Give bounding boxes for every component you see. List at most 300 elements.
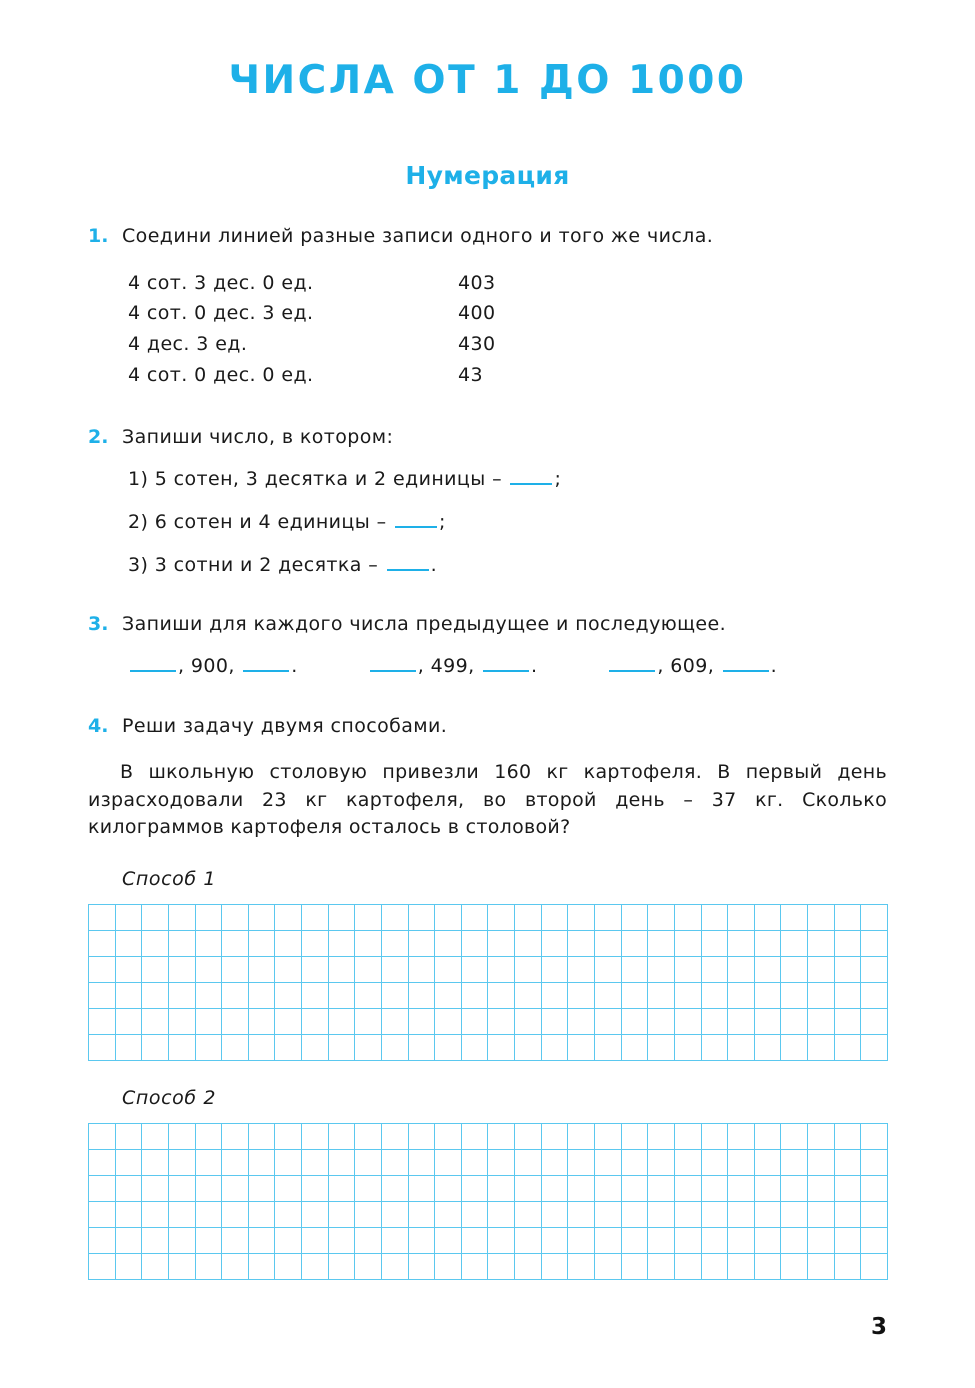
grid-cell[interactable] (835, 1202, 862, 1228)
grid-cell[interactable] (808, 1202, 835, 1228)
grid-cell[interactable] (595, 1176, 622, 1202)
grid-cell[interactable] (116, 1228, 143, 1254)
grid-cell[interactable] (462, 1176, 489, 1202)
grid-cell[interactable] (409, 931, 436, 957)
grid-cell[interactable] (488, 905, 515, 931)
grid-cell[interactable] (861, 1228, 888, 1254)
grid-cell[interactable] (89, 957, 116, 983)
answer-grid-1[interactable] (88, 904, 888, 1061)
answer-blank[interactable] (510, 467, 552, 485)
grid-cell[interactable] (861, 1202, 888, 1228)
grid-cell[interactable] (329, 1228, 356, 1254)
grid-cell[interactable] (169, 983, 196, 1009)
grid-cell[interactable] (249, 957, 276, 983)
grid-cell[interactable] (675, 983, 702, 1009)
grid-cell[interactable] (781, 1150, 808, 1176)
grid-cell[interactable] (222, 1035, 249, 1061)
grid-cell[interactable] (382, 1254, 409, 1280)
grid-cell[interactable] (355, 957, 382, 983)
grid-cell[interactable] (196, 983, 223, 1009)
grid-cell[interactable] (728, 1009, 755, 1035)
grid-cell[interactable] (409, 1035, 436, 1061)
match-right-label[interactable]: 43 (458, 363, 483, 386)
grid-cell[interactable] (142, 1254, 169, 1280)
grid-cell[interactable] (515, 1228, 542, 1254)
grid-cell[interactable] (196, 1254, 223, 1280)
grid-cell[interactable] (409, 1228, 436, 1254)
grid-cell[interactable] (329, 957, 356, 983)
match-left-label[interactable]: 4 сот. 0 дес. 3 ед. (128, 302, 314, 325)
grid-cell[interactable] (675, 1124, 702, 1150)
match-right-label[interactable]: 403 (458, 271, 496, 294)
grid-cell[interactable] (702, 1150, 729, 1176)
answer-grid-2[interactable] (88, 1123, 888, 1280)
grid-cell[interactable] (196, 1202, 223, 1228)
grid-cell[interactable] (142, 983, 169, 1009)
grid-cell[interactable] (409, 1124, 436, 1150)
grid-cell[interactable] (648, 957, 675, 983)
grid-cell[interactable] (835, 1228, 862, 1254)
grid-cell[interactable] (382, 983, 409, 1009)
grid-cell[interactable] (382, 1150, 409, 1176)
grid-cell[interactable] (275, 983, 302, 1009)
grid-cell[interactable] (755, 1228, 782, 1254)
grid-cell[interactable] (435, 905, 462, 931)
grid-cell[interactable] (861, 1150, 888, 1176)
grid-cell[interactable] (835, 905, 862, 931)
grid-cell[interactable] (861, 1009, 888, 1035)
grid-cell[interactable] (302, 931, 329, 957)
grid-cell[interactable] (835, 1254, 862, 1280)
grid-cell[interactable] (435, 1150, 462, 1176)
grid-cell[interactable] (568, 1176, 595, 1202)
grid-cell[interactable] (355, 1035, 382, 1061)
grid-cell[interactable] (169, 1228, 196, 1254)
grid-cell[interactable] (675, 1009, 702, 1035)
grid-cell[interactable] (89, 905, 116, 931)
grid-cell[interactable] (275, 1202, 302, 1228)
grid-cell[interactable] (409, 983, 436, 1009)
grid-cell[interactable] (302, 905, 329, 931)
grid-cell[interactable] (835, 1150, 862, 1176)
grid-cell[interactable] (755, 983, 782, 1009)
grid-cell[interactable] (409, 1176, 436, 1202)
grid-cell[interactable] (595, 1150, 622, 1176)
grid-cell[interactable] (808, 1176, 835, 1202)
grid-cell[interactable] (249, 1202, 276, 1228)
grid-cell[interactable] (382, 1176, 409, 1202)
grid-cell[interactable] (409, 1254, 436, 1280)
grid-cell[interactable] (515, 1176, 542, 1202)
grid-cell[interactable] (622, 1254, 649, 1280)
grid-cell[interactable] (116, 931, 143, 957)
grid-cell[interactable] (755, 1009, 782, 1035)
grid-cell[interactable] (382, 1035, 409, 1061)
grid-cell[interactable] (728, 1202, 755, 1228)
grid-cell[interactable] (435, 1176, 462, 1202)
grid-cell[interactable] (702, 957, 729, 983)
grid-cell[interactable] (648, 931, 675, 957)
grid-cell[interactable] (116, 1254, 143, 1280)
grid-cell[interactable] (488, 1202, 515, 1228)
grid-cell[interactable] (142, 1150, 169, 1176)
grid-cell[interactable] (622, 1009, 649, 1035)
grid-cell[interactable] (488, 1228, 515, 1254)
grid-cell[interactable] (648, 1124, 675, 1150)
match-right-label[interactable]: 400 (458, 302, 496, 325)
grid-cell[interactable] (622, 1150, 649, 1176)
grid-cell[interactable] (89, 1150, 116, 1176)
grid-cell[interactable] (728, 1176, 755, 1202)
grid-cell[interactable] (488, 983, 515, 1009)
grid-cell[interactable] (515, 1124, 542, 1150)
grid-cell[interactable] (409, 1009, 436, 1035)
grid-cell[interactable] (488, 931, 515, 957)
grid-cell[interactable] (675, 1228, 702, 1254)
grid-cell[interactable] (116, 1202, 143, 1228)
grid-cell[interactable] (675, 1254, 702, 1280)
grid-cell[interactable] (648, 905, 675, 931)
grid-cell[interactable] (89, 1035, 116, 1061)
grid-cell[interactable] (222, 983, 249, 1009)
grid-cell[interactable] (329, 905, 356, 931)
grid-cell[interactable] (568, 931, 595, 957)
grid-cell[interactable] (329, 1150, 356, 1176)
grid-cell[interactable] (781, 1176, 808, 1202)
grid-cell[interactable] (249, 1124, 276, 1150)
grid-cell[interactable] (116, 1124, 143, 1150)
grid-cell[interactable] (462, 931, 489, 957)
grid-cell[interactable] (302, 1009, 329, 1035)
grid-cell[interactable] (702, 1228, 729, 1254)
grid-cell[interactable] (648, 1202, 675, 1228)
grid-cell[interactable] (755, 1202, 782, 1228)
grid-cell[interactable] (542, 931, 569, 957)
grid-cell[interactable] (622, 1228, 649, 1254)
grid-cell[interactable] (355, 1176, 382, 1202)
grid-cell[interactable] (808, 905, 835, 931)
match-right-label[interactable]: 430 (458, 333, 496, 356)
grid-cell[interactable] (488, 1124, 515, 1150)
grid-cell[interactable] (622, 1202, 649, 1228)
grid-cell[interactable] (542, 983, 569, 1009)
grid-cell[interactable] (675, 1202, 702, 1228)
grid-cell[interactable] (275, 1228, 302, 1254)
grid-cell[interactable] (249, 1176, 276, 1202)
grid-cell[interactable] (409, 905, 436, 931)
grid-cell[interactable] (622, 1176, 649, 1202)
grid-cell[interactable] (648, 1150, 675, 1176)
grid-cell[interactable] (89, 1228, 116, 1254)
grid-cell[interactable] (275, 1150, 302, 1176)
grid-cell[interactable] (435, 1202, 462, 1228)
grid-cell[interactable] (568, 1035, 595, 1061)
grid-cell[interactable] (755, 905, 782, 931)
grid-cell[interactable] (169, 1035, 196, 1061)
grid-cell[interactable] (515, 931, 542, 957)
grid-cell[interactable] (835, 931, 862, 957)
grid-cell[interactable] (355, 931, 382, 957)
grid-cell[interactable] (702, 1035, 729, 1061)
grid-cell[interactable] (755, 957, 782, 983)
grid-cell[interactable] (142, 1124, 169, 1150)
grid-cell[interactable] (515, 1009, 542, 1035)
grid-cell[interactable] (355, 983, 382, 1009)
grid-cell[interactable] (702, 1176, 729, 1202)
grid-cell[interactable] (355, 1228, 382, 1254)
grid-cell[interactable] (275, 1035, 302, 1061)
grid-cell[interactable] (169, 1009, 196, 1035)
grid-cell[interactable] (249, 931, 276, 957)
grid-cell[interactable] (382, 905, 409, 931)
grid-cell[interactable] (196, 1228, 223, 1254)
grid-cell[interactable] (542, 957, 569, 983)
grid-cell[interactable] (249, 1150, 276, 1176)
grid-cell[interactable] (89, 1176, 116, 1202)
grid-cell[interactable] (302, 1228, 329, 1254)
grid-cell[interactable] (781, 957, 808, 983)
grid-cell[interactable] (222, 1254, 249, 1280)
grid-cell[interactable] (249, 1035, 276, 1061)
grid-cell[interactable] (648, 1228, 675, 1254)
grid-cell[interactable] (329, 1009, 356, 1035)
grid-cell[interactable] (542, 1124, 569, 1150)
grid-cell[interactable] (275, 1176, 302, 1202)
grid-cell[interactable] (409, 1202, 436, 1228)
grid-cell[interactable] (781, 1124, 808, 1150)
grid-cell[interactable] (355, 1202, 382, 1228)
grid-cell[interactable] (116, 983, 143, 1009)
grid-cell[interactable] (568, 1150, 595, 1176)
match-left-label[interactable]: 4 дес. 3 ед. (128, 333, 248, 356)
grid-cell[interactable] (675, 1176, 702, 1202)
grid-cell[interactable] (116, 1150, 143, 1176)
grid-cell[interactable] (382, 957, 409, 983)
grid-cell[interactable] (275, 931, 302, 957)
grid-cell[interactable] (462, 1202, 489, 1228)
grid-cell[interactable] (861, 1035, 888, 1061)
grid-cell[interactable] (595, 983, 622, 1009)
grid-cell[interactable] (302, 1202, 329, 1228)
grid-cell[interactable] (329, 1035, 356, 1061)
grid-cell[interactable] (648, 983, 675, 1009)
grid-cell[interactable] (515, 1035, 542, 1061)
grid-cell[interactable] (542, 1035, 569, 1061)
grid-cell[interactable] (382, 1124, 409, 1150)
grid-cell[interactable] (355, 1124, 382, 1150)
grid-cell[interactable] (462, 1009, 489, 1035)
grid-cell[interactable] (781, 1009, 808, 1035)
grid-cell[interactable] (675, 931, 702, 957)
grid-cell[interactable] (675, 905, 702, 931)
grid-cell[interactable] (142, 1176, 169, 1202)
grid-cell[interactable] (169, 1176, 196, 1202)
grid-cell[interactable] (835, 957, 862, 983)
grid-cell[interactable] (382, 1228, 409, 1254)
grid-cell[interactable] (728, 957, 755, 983)
answer-blank[interactable] (370, 654, 416, 672)
grid-cell[interactable] (755, 931, 782, 957)
grid-cell[interactable] (275, 905, 302, 931)
grid-cell[interactable] (515, 983, 542, 1009)
grid-cell[interactable] (728, 931, 755, 957)
grid-cell[interactable] (462, 1254, 489, 1280)
grid-cell[interactable] (329, 1202, 356, 1228)
grid-cell[interactable] (355, 1254, 382, 1280)
grid-cell[interactable] (675, 1035, 702, 1061)
grid-cell[interactable] (302, 1124, 329, 1150)
answer-blank[interactable] (130, 654, 176, 672)
grid-cell[interactable] (89, 1254, 116, 1280)
grid-cell[interactable] (622, 957, 649, 983)
grid-cell[interactable] (808, 1124, 835, 1150)
grid-cell[interactable] (89, 983, 116, 1009)
grid-cell[interactable] (755, 1176, 782, 1202)
grid-cell[interactable] (728, 1035, 755, 1061)
answer-blank[interactable] (243, 654, 289, 672)
grid-cell[interactable] (89, 1202, 116, 1228)
grid-cell[interactable] (249, 905, 276, 931)
grid-cell[interactable] (302, 957, 329, 983)
grid-cell[interactable] (275, 957, 302, 983)
grid-cell[interactable] (435, 1035, 462, 1061)
grid-cell[interactable] (835, 1009, 862, 1035)
grid-cell[interactable] (728, 1150, 755, 1176)
grid-cell[interactable] (116, 957, 143, 983)
grid-cell[interactable] (488, 1176, 515, 1202)
grid-cell[interactable] (142, 905, 169, 931)
grid-cell[interactable] (142, 1228, 169, 1254)
grid-cell[interactable] (329, 1124, 356, 1150)
grid-cell[interactable] (302, 1254, 329, 1280)
grid-cell[interactable] (728, 983, 755, 1009)
grid-cell[interactable] (835, 1176, 862, 1202)
grid-cell[interactable] (728, 1228, 755, 1254)
grid-cell[interactable] (595, 931, 622, 957)
grid-cell[interactable] (329, 983, 356, 1009)
grid-cell[interactable] (488, 1035, 515, 1061)
grid-cell[interactable] (462, 983, 489, 1009)
grid-cell[interactable] (222, 1202, 249, 1228)
grid-cell[interactable] (595, 1035, 622, 1061)
grid-cell[interactable] (169, 957, 196, 983)
grid-cell[interactable] (515, 1202, 542, 1228)
grid-cell[interactable] (568, 1202, 595, 1228)
grid-cell[interactable] (568, 1124, 595, 1150)
grid-cell[interactable] (781, 983, 808, 1009)
grid-cell[interactable] (755, 1124, 782, 1150)
grid-cell[interactable] (515, 957, 542, 983)
grid-cell[interactable] (329, 931, 356, 957)
grid-cell[interactable] (435, 1009, 462, 1035)
grid-cell[interactable] (702, 931, 729, 957)
grid-cell[interactable] (702, 1254, 729, 1280)
grid-cell[interactable] (249, 1009, 276, 1035)
grid-cell[interactable] (568, 905, 595, 931)
answer-blank[interactable] (609, 654, 655, 672)
grid-cell[interactable] (542, 1228, 569, 1254)
grid-cell[interactable] (675, 1150, 702, 1176)
grid-cell[interactable] (595, 1202, 622, 1228)
grid-cell[interactable] (222, 1176, 249, 1202)
grid-cell[interactable] (89, 1124, 116, 1150)
grid-cell[interactable] (648, 1035, 675, 1061)
grid-cell[interactable] (435, 1124, 462, 1150)
grid-cell[interactable] (568, 1228, 595, 1254)
grid-cell[interactable] (249, 983, 276, 1009)
grid-cell[interactable] (648, 1176, 675, 1202)
grid-cell[interactable] (169, 905, 196, 931)
grid-cell[interactable] (382, 1009, 409, 1035)
grid-cell[interactable] (861, 1176, 888, 1202)
grid-cell[interactable] (622, 931, 649, 957)
grid-cell[interactable] (435, 931, 462, 957)
grid-cell[interactable] (702, 983, 729, 1009)
grid-cell[interactable] (781, 905, 808, 931)
grid-cell[interactable] (435, 1228, 462, 1254)
grid-cell[interactable] (462, 1150, 489, 1176)
grid-cell[interactable] (462, 905, 489, 931)
grid-cell[interactable] (728, 905, 755, 931)
grid-cell[interactable] (702, 1124, 729, 1150)
grid-cell[interactable] (116, 1035, 143, 1061)
grid-cell[interactable] (462, 957, 489, 983)
grid-cell[interactable] (808, 1150, 835, 1176)
grid-cell[interactable] (595, 957, 622, 983)
grid-cell[interactable] (275, 1124, 302, 1150)
grid-cell[interactable] (169, 931, 196, 957)
grid-cell[interactable] (781, 931, 808, 957)
grid-cell[interactable] (116, 905, 143, 931)
grid-cell[interactable] (89, 931, 116, 957)
grid-cell[interactable] (808, 1035, 835, 1061)
grid-cell[interactable] (169, 1124, 196, 1150)
grid-cell[interactable] (542, 1150, 569, 1176)
grid-cell[interactable] (116, 1009, 143, 1035)
grid-cell[interactable] (275, 1009, 302, 1035)
grid-cell[interactable] (355, 905, 382, 931)
grid-cell[interactable] (755, 1035, 782, 1061)
grid-cell[interactable] (355, 1009, 382, 1035)
grid-cell[interactable] (861, 957, 888, 983)
match-left-label[interactable]: 4 сот. 3 дес. 0 ед. (128, 271, 314, 294)
grid-cell[interactable] (222, 1150, 249, 1176)
grid-cell[interactable] (542, 1176, 569, 1202)
grid-cell[interactable] (142, 931, 169, 957)
grid-cell[interactable] (622, 905, 649, 931)
grid-cell[interactable] (542, 1202, 569, 1228)
grid-cell[interactable] (781, 1202, 808, 1228)
grid-cell[interactable] (755, 1150, 782, 1176)
grid-cell[interactable] (515, 1150, 542, 1176)
grid-cell[interactable] (595, 1228, 622, 1254)
grid-cell[interactable] (595, 905, 622, 931)
grid-cell[interactable] (568, 957, 595, 983)
grid-cell[interactable] (196, 1176, 223, 1202)
grid-cell[interactable] (861, 931, 888, 957)
grid-cell[interactable] (435, 1254, 462, 1280)
grid-cell[interactable] (755, 1254, 782, 1280)
grid-cell[interactable] (648, 1254, 675, 1280)
grid-cell[interactable] (808, 1009, 835, 1035)
grid-cell[interactable] (142, 957, 169, 983)
grid-cell[interactable] (728, 1254, 755, 1280)
grid-cell[interactable] (568, 983, 595, 1009)
grid-cell[interactable] (409, 957, 436, 983)
grid-cell[interactable] (462, 1124, 489, 1150)
grid-cell[interactable] (169, 1254, 196, 1280)
grid-cell[interactable] (595, 1009, 622, 1035)
